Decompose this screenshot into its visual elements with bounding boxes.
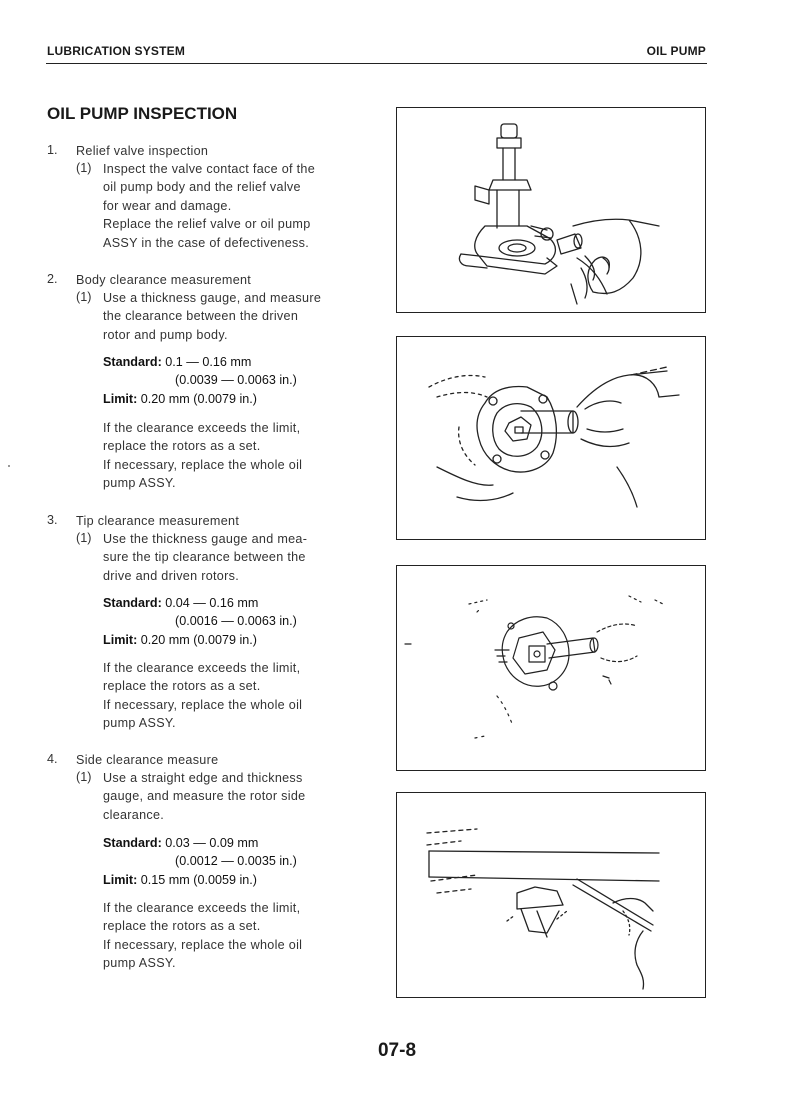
spec-standard-label: Standard: <box>103 596 162 610</box>
body-line: rotor and pump body. <box>103 327 228 342</box>
body-line: If necessary, replace the whole oil <box>103 457 303 472</box>
section-3-spec <box>103 594 297 649</box>
section-2-heading: Body clearance measurement <box>76 273 252 287</box>
spec-limit-label: Limit: <box>103 632 138 647</box>
spec-standard-in: (0.0039 — 0.0063 in.) <box>175 373 297 388</box>
body-line: ASSY in the case of defectiveness. <box>103 235 309 250</box>
tip-clearance-illustration <box>397 566 705 770</box>
spec-standard-label: Standard: <box>103 355 162 369</box>
section-3-step: (1) <box>76 531 92 545</box>
body-line: Inspect the valve contact face of the <box>103 162 316 176</box>
section-3-body <box>103 530 362 585</box>
figure-tip-clearance <box>396 565 706 771</box>
body-line: If necessary, replace the whole oil <box>103 937 303 952</box>
body-line: pump ASSY. <box>103 476 176 491</box>
body-line: sure the tip clearance between the <box>103 550 306 565</box>
section-2-step: (1) <box>76 290 92 304</box>
section-4-body <box>103 769 362 824</box>
body-line: replace the rotors as a set. <box>103 679 261 694</box>
spec-standard-mm: 0.03 — 0.09 mm <box>165 836 259 850</box>
body-line: Use a thickness gauge, and measure <box>103 291 322 305</box>
spec-limit-label: Limit: <box>103 872 138 887</box>
page-title: OIL PUMP INSPECTION <box>47 104 238 123</box>
figure-relief-valve <box>396 107 706 313</box>
spec-limit: 0.20 mm (0.0079 in.) <box>140 391 257 406</box>
spec-standard-mm: 0.1 — 0.16 mm <box>165 355 252 369</box>
spec-limit-label: Limit: <box>103 391 138 406</box>
body-line: drive and driven rotors. <box>103 568 239 583</box>
section-3-heading: Tip clearance measurement <box>76 514 240 528</box>
spec-limit: 0.15 mm (0.0059 in.) <box>140 872 257 887</box>
section-4-after <box>103 899 362 973</box>
body-line: If the clearance exceeds the limit, <box>103 661 301 675</box>
section-4-heading: Side clearance measure <box>76 753 219 767</box>
body-line: replace the rotors as a set. <box>103 439 261 454</box>
section-1-body <box>103 160 362 252</box>
section-1-number: 1. <box>47 143 58 157</box>
body-line: the clearance between the driven <box>103 309 299 324</box>
spec-limit: 0.20 mm (0.0079 in.) <box>140 632 257 647</box>
section-2-number: 2. <box>47 272 58 286</box>
spec-standard-in: (0.0016 — 0.0063 in.) <box>175 614 297 629</box>
body-line: Use a straight edge and thickness <box>103 771 303 785</box>
spec-standard-in: (0.0012 — 0.0035 in.) <box>175 854 297 869</box>
body-line: Replace the relief valve or oil pump <box>103 217 311 232</box>
scan-speck <box>8 465 10 467</box>
figure-side-clearance <box>396 792 706 998</box>
side-clearance-illustration <box>397 793 705 997</box>
section-1-heading: Relief valve inspection <box>76 144 209 158</box>
body-line: gauge, and measure the rotor side <box>103 789 306 804</box>
body-line: pump ASSY. <box>103 716 176 731</box>
section-2-spec <box>103 353 297 408</box>
figure-body-clearance <box>396 336 706 540</box>
running-header-topic: OIL PUMP <box>646 44 706 58</box>
body-line: If the clearance exceeds the limit, <box>103 421 301 435</box>
body-line: If necessary, replace the whole oil <box>103 697 303 712</box>
section-3-number: 3. <box>47 513 58 527</box>
spec-standard-label: Standard: <box>103 836 162 850</box>
page-number: 07-8 <box>377 1040 417 1061</box>
body-clearance-illustration <box>397 337 705 539</box>
body-line: clearance. <box>103 807 165 822</box>
section-4-spec <box>103 834 297 889</box>
spec-standard-mm: 0.04 — 0.16 mm <box>165 596 259 610</box>
body-line: pump ASSY. <box>103 956 176 971</box>
header-rule <box>46 63 707 64</box>
section-1-step: (1) <box>76 161 92 175</box>
section-2-after <box>103 419 362 493</box>
body-line: If the clearance exceeds the limit, <box>103 901 301 915</box>
running-header-section: LUBRICATION SYSTEM <box>47 44 186 58</box>
body-line: replace the rotors as a set. <box>103 919 261 934</box>
relief-valve-illustration <box>397 108 705 312</box>
body-line: oil pump body and the relief valve <box>103 180 301 195</box>
section-2-body <box>103 289 362 344</box>
section-4-number: 4. <box>47 752 58 766</box>
section-3-after <box>103 659 362 733</box>
body-line: Use the thickness gauge and mea- <box>103 532 308 546</box>
section-4-step: (1) <box>76 770 92 784</box>
body-line: for wear and damage. <box>103 198 232 213</box>
